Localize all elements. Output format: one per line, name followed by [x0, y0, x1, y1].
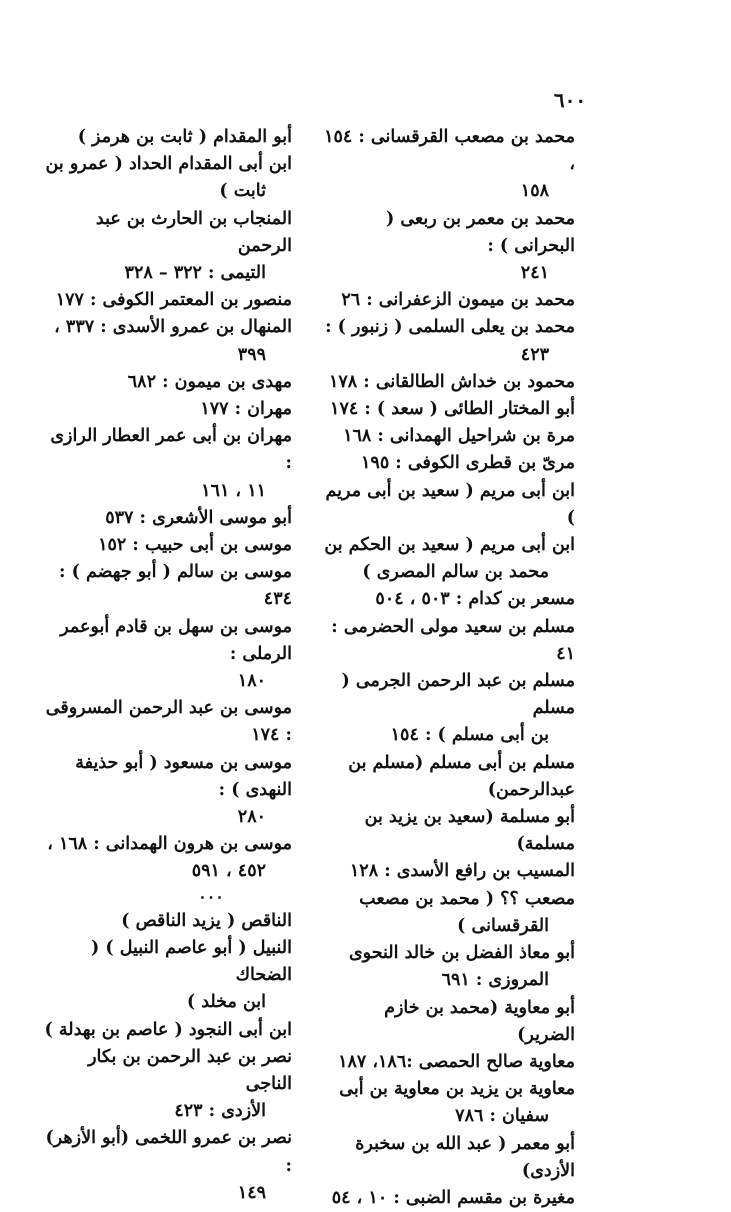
index-entry-text: موسى بن سهل بن قادم أبوعمر الرملى : — [60, 616, 292, 664]
index-entry-continuation: ٣٩٩ — [237, 344, 266, 365]
index-entry-continuation: ٤٥٢ ، ٥٩١ — [191, 861, 266, 882]
index-entry — [323, 804, 575, 858]
index-entry-continuation: بن أبى مسلم ) : ١٥٤ — [390, 725, 549, 746]
index-entry — [40, 369, 292, 396]
index-entry-text: مهران : ١٧٧ — [200, 399, 292, 420]
index-entry — [40, 532, 292, 559]
index-entry — [323, 396, 575, 423]
index-entry-text: منصور بن المعتمر الكوفى : ١٧٧ — [55, 290, 292, 311]
index-entry-text: نصر بن عمرو اللخمى (أبو الأزهر) : — [45, 1128, 292, 1176]
index-entry — [323, 614, 575, 668]
index-entry — [323, 858, 575, 885]
index-entry — [40, 505, 292, 532]
index-entry-text: موسى بن هرون الهمدانى : ١٦٨ ، — [47, 834, 292, 855]
index-entry-text: المسيب بن رافع الأسدى : ١٢٨ — [349, 861, 575, 882]
index-entry — [40, 423, 292, 505]
index-entry-text: مهدى بن ميمون : ٦٨٢ — [127, 371, 292, 392]
index-entry — [40, 314, 292, 368]
index-entry-text: معاوية بن يزيد بن معاوية بن أبى — [339, 1079, 575, 1100]
index-entry — [323, 940, 575, 994]
index-entry-continuation: ١٨٠ — [237, 671, 266, 692]
index-entry-continuation: التيمى : ٣٢٢ – ٣٢٨ — [124, 263, 266, 284]
index-entry-continuation: سفيان : ٧٨٦ — [455, 1106, 549, 1127]
index-entry-continuation: ٤٢٣ — [520, 344, 549, 365]
index-entry-continuation: محمد بن سالم المصرى ) — [362, 562, 549, 583]
index-entry-text: أبو معمر ( عبد الله بن سخبرة الأزدى) — [355, 1133, 575, 1181]
index-entry-text: النبيل ( أبو عاصم النبيل ) ( الضحاك — [90, 937, 292, 986]
index-entry-text: محمد بن ميمون الزعفرانى : ٢٦ — [341, 290, 575, 311]
index-entry-text: معاوية صالح الحمصى :١٨٦، ١٨٧ — [338, 1051, 575, 1072]
index-entry-text: محمد بن مصعب القرقسانى : ١٥٤ ، — [324, 127, 575, 175]
index-entry-text: محمد بن يعلى السلمى ( زنبور ) : — [325, 317, 575, 338]
index-entry — [323, 314, 575, 368]
index-entry — [323, 668, 575, 750]
index-entry — [323, 532, 575, 586]
index-entry-text: مهران بن أبى عمر العطار الرازى : — [50, 426, 292, 474]
page-number: ٦٠٠ — [553, 88, 587, 112]
index-entry — [40, 124, 292, 151]
index-entry — [323, 1076, 575, 1130]
index-entry-continuation: الأزدى : ٤٢٣ — [174, 1101, 266, 1122]
index-entry — [40, 151, 292, 205]
index-entry — [40, 750, 292, 832]
index-entry — [40, 831, 292, 885]
index-entry — [323, 450, 575, 477]
index-entry — [40, 908, 292, 935]
index-entry — [40, 559, 292, 613]
index-entry — [323, 478, 575, 532]
index-entry-continuation: ابن مخلد ) — [186, 992, 266, 1013]
index-entry-text: نصر بن عبد الرحمن بن بكار الناجى — [88, 1046, 292, 1094]
index-entry-text: مسعر بن كدام : ٥٠٣ ، ٥٠٤ — [375, 589, 575, 610]
index-entry-text: المنهال بن عمرو الأسدى : ٣٣٧ ، — [54, 317, 292, 338]
index-entry — [323, 995, 575, 1049]
index-entry — [40, 206, 292, 288]
index-entry-text: أبو موسى الأشعرى : ٥٣٧ — [105, 507, 292, 528]
index-entry-continuation: ١٤٩ — [237, 1182, 266, 1203]
index-entry — [40, 1044, 292, 1126]
index-entry — [323, 750, 575, 804]
index-entry-text: محمد بن معمر بن ربعى ( البحرانى ) : — [385, 208, 575, 256]
index-entry-continuation: ٢٤١ — [520, 263, 549, 284]
index-entry-text: الناقص ( يزيد الناقص ) — [121, 910, 292, 931]
index-entry-continuation: المروزى : ٦٩١ — [441, 970, 549, 991]
index-entry — [323, 586, 575, 613]
index-entry — [40, 614, 292, 696]
index-entry-text: أبو المختار الطائى ( سعد ) : ١٧٤ — [330, 399, 575, 420]
index-entry-text: مسلم بن سعيد مولى الحضرمى : ٤١ — [331, 616, 575, 664]
index-entry — [323, 369, 575, 396]
index-entry-text: محمود بن خداش الطالقانى : ١٧٨ — [328, 371, 575, 392]
index-column-right — [323, 124, 575, 1212]
index-entry-text: موسى بن عبد الرحمن المسروقى : ١٧٤ — [45, 698, 292, 746]
index-entry-text: ابن أبى المقدام الحداد ( عمرو بن — [45, 154, 292, 175]
index-entry-continuation: ١٥٨ — [520, 181, 549, 202]
index-entry-text: موسى بن سالم ( أبو جهضم ) : ٤٣٤ — [59, 562, 292, 610]
index-entry — [40, 396, 292, 423]
index-entry-text: ابن أبى مريم ( سعيد بن أبى مريم ) — [325, 480, 575, 528]
index-entry — [323, 886, 575, 940]
index-entry-continuation: القرقسانى ) — [457, 915, 549, 936]
index-entry-text: أبو معاذ الفضل بن خالد النحوى — [348, 943, 575, 964]
index-entry-text: مرة بن شراحيل الهمدانى : ١٦٨ — [343, 426, 575, 447]
index-entry — [40, 695, 292, 749]
section-separator: ٠٠٠ — [198, 886, 224, 906]
index-entry-text: المنجاب بن الحارث بن عبد الرحمن — [95, 208, 292, 256]
index-entry-text: ابن أبى مريم ( سعيد بن الحكم بن — [324, 535, 575, 556]
index-entry-continuation: ٢٨٠ — [237, 807, 266, 828]
index-entry-text: ابن أبى النجود ( عاصم بن بهدلة ) — [44, 1019, 292, 1040]
index-entry-text: مرىّ بن قطرى الكوفى : ١٩٥ — [361, 453, 575, 474]
index-column-left — [40, 124, 292, 1207]
index-entry — [40, 1125, 292, 1207]
index-entry — [40, 1017, 292, 1044]
index-entry-continuation: ١١ ، ١٦١ — [201, 480, 266, 501]
index-entry-text: أبو المقدام ( ثابت بن هرمز ) — [77, 127, 292, 147]
index-entry-text: موسى بن مسعود ( أبو حذيفة النهدى ) : — [75, 752, 292, 800]
index-entry — [40, 287, 292, 314]
index-entry-text: أبو مسلمة (سعيد بن يزيد بن مسلمة) — [364, 807, 575, 855]
index-entry-text: أبو معاوية (محمد بن خازم الضرير) — [384, 997, 575, 1045]
index-entry — [40, 935, 292, 1017]
index-entry-text: مصعب ؟؟ ( محمد بن مصعب — [359, 888, 575, 909]
index-entry — [323, 124, 575, 206]
index-entry — [323, 287, 575, 314]
index-entry — [323, 206, 575, 288]
index-entry-text: مسلم بن عبد الرحمن الجرمى ( مسلم — [341, 671, 575, 719]
index-entry-text: مسلم بن أبى مسلم (مسلم بن عبدالرحمن) — [348, 752, 575, 800]
index-entry-text: مغيرة بن مقسم الضبى : ١٠ ، ٥٤ — [331, 1187, 575, 1208]
index-entry-continuation: ثابت ) — [219, 181, 266, 202]
index-entry — [323, 423, 575, 450]
index-entry — [323, 1131, 575, 1185]
index-entry-text: موسى بن أبى حبيب : ١٥٢ — [98, 535, 292, 556]
index-entry — [323, 1049, 575, 1076]
index-entry — [323, 1185, 575, 1212]
